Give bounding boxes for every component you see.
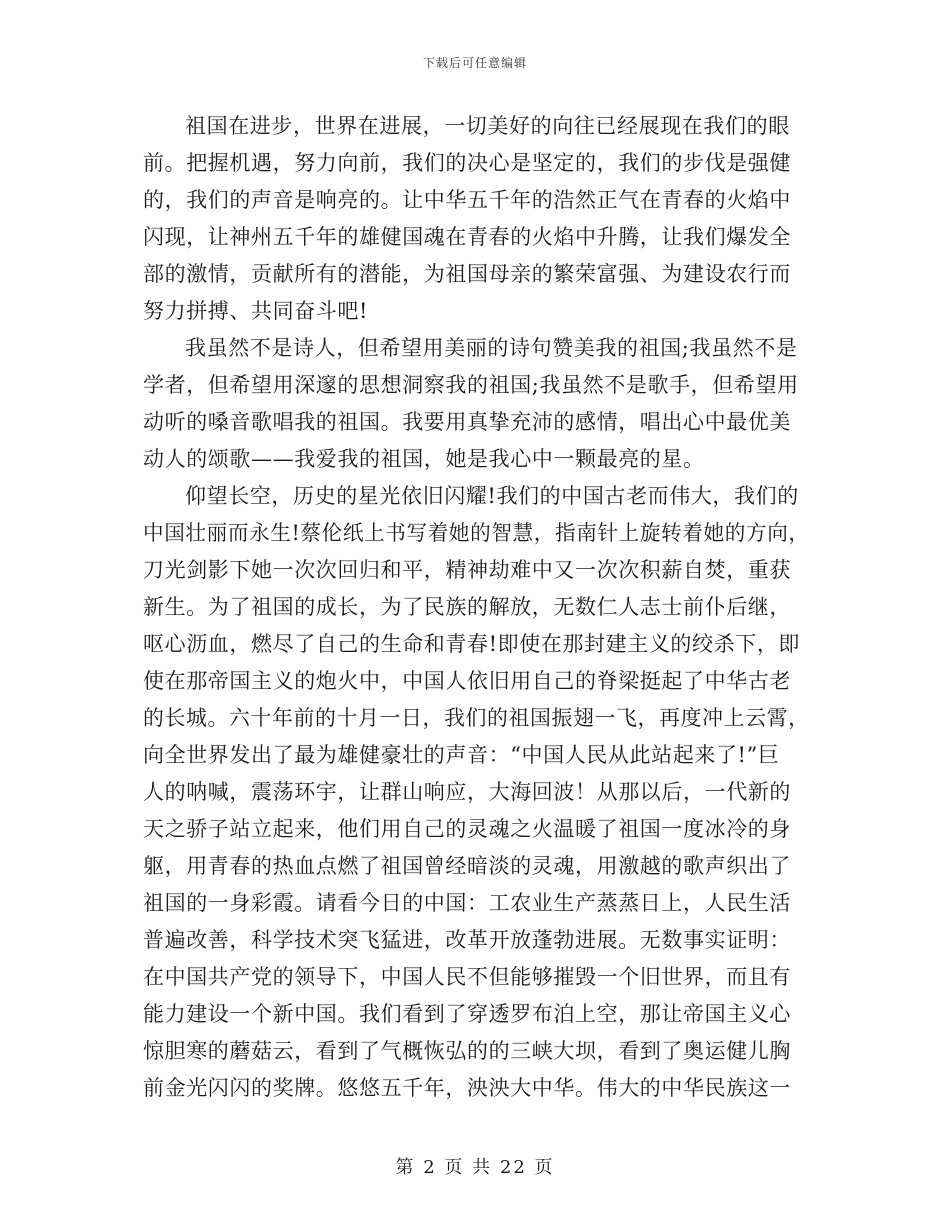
footer-suffix: 页 [534,1157,555,1178]
text-line: 动听的嗓音歌唱我的祖国。我要用真挚充沛的感情，唱出心中最优美 [143,410,791,434]
text-line: 仰望长空，历史的星光依旧闪耀!我们的中国古老而伟大，我们的 [185,484,799,508]
text-line: 前。把握机遇，努力向前，我们的决心是坚定的，我们的步伐是强健 [143,151,791,175]
footer-middle: 页 共 [444,1157,493,1178]
text-line: 惊胆寒的蘑菇云，看到了气概恢弘的的三峡大坝，看到了奥运健儿胸 [143,1039,791,1063]
current-page-number: 2 [423,1157,437,1178]
text-line: 闪现，让神州五千年的雄健国魂在青春的火焰中升腾，让我们爆发全 [143,225,791,249]
text-line: 向全世界发出了最为雄健豪壮的声音：“中国人民从此站起来了!”巨 [143,743,780,767]
text-line: 我虽然不是诗人，但希望用美丽的诗句赞美我的祖国;我虽然不是 [185,336,798,360]
text-line: 中国壮丽而永生!蔡伦纸上书写着她的智慧，指南针上旋转着她的方向， [143,521,810,545]
text-line: 学者，但希望用深邃的思想洞察我的祖国;我虽然不是歌手，但希望用 [143,373,799,397]
text-line: 的，我们的声音是响亮的。让中华五千年的浩然正气在青春的火焰中 [143,188,791,212]
text-line: 呕心沥血，燃尽了自己的生命和青春!即使在那封建主义的绞杀下，即 [143,632,801,656]
text-line: 前金光闪闪的奖牌。悠悠五千年，泱泱大中华。伟大的中华民族这一 [143,1076,791,1100]
page-header-note: 下载后可任意编辑 [422,56,527,70]
total-pages-number: 22 [499,1157,527,1178]
text-line: 天之骄子站立起来，他们用自己的灵魂之火温暖了祖国一度冰冷的身 [143,817,791,841]
text-line: 普遍改善，科学技术突飞猛进，改革开放蓬勃进展。无数事实证明： [143,928,791,952]
text-line: 在中国共产党的领导下，中国人民不但能够摧毁一个旧世界，而且有 [143,965,791,989]
text-line: 新生。为了祖国的成长，为了民族的解放，无数仁人志士前仆后继， [143,595,791,619]
text-line: 能力建设一个新中国。我们看到了穿透罗布泊上空，那让帝国主义心 [143,1002,791,1026]
text-line: 动人的颂歌——我爱我的祖国，她是我心中一颗最亮的星。 [143,447,705,471]
text-line: 人的呐喊，震荡环宇，让群山响应，大海回波！从那以后，一代新的 [143,780,791,804]
text-line: 努力拼搏、共同奋斗吧! [143,299,369,323]
text-line: 部的激情，贡献所有的潜能，为祖国母亲的繁荣富强、为建设农行而 [143,262,791,286]
text-line: 使在那帝国主义的炮火中，中国人依旧用自己的脊梁挺起了中华古老 [143,669,791,693]
page-number-footer [0,1153,950,1179]
footer-prefix: 第 [395,1157,416,1178]
text-line: 祖国在进步，世界在进展，一切美好的向往已经展现在我们的眼 [185,114,790,138]
text-line: 躯，用青春的热血点燃了祖国曾经暗淡的灵魂，用激越的歌声织出了 [143,854,791,878]
text-line: 祖国的一身彩霞。请看今日的中国：工农业生产蒸蒸日上，人民生活 [143,891,791,915]
text-line: 的长城。六十年前的十月一日，我们的祖国振翅一飞，再度冲上云霄， [143,706,810,730]
text-line: 刀光剑影下她一次次回归和平，精神劫难中又一次次积薪自焚，重获 [143,558,791,582]
